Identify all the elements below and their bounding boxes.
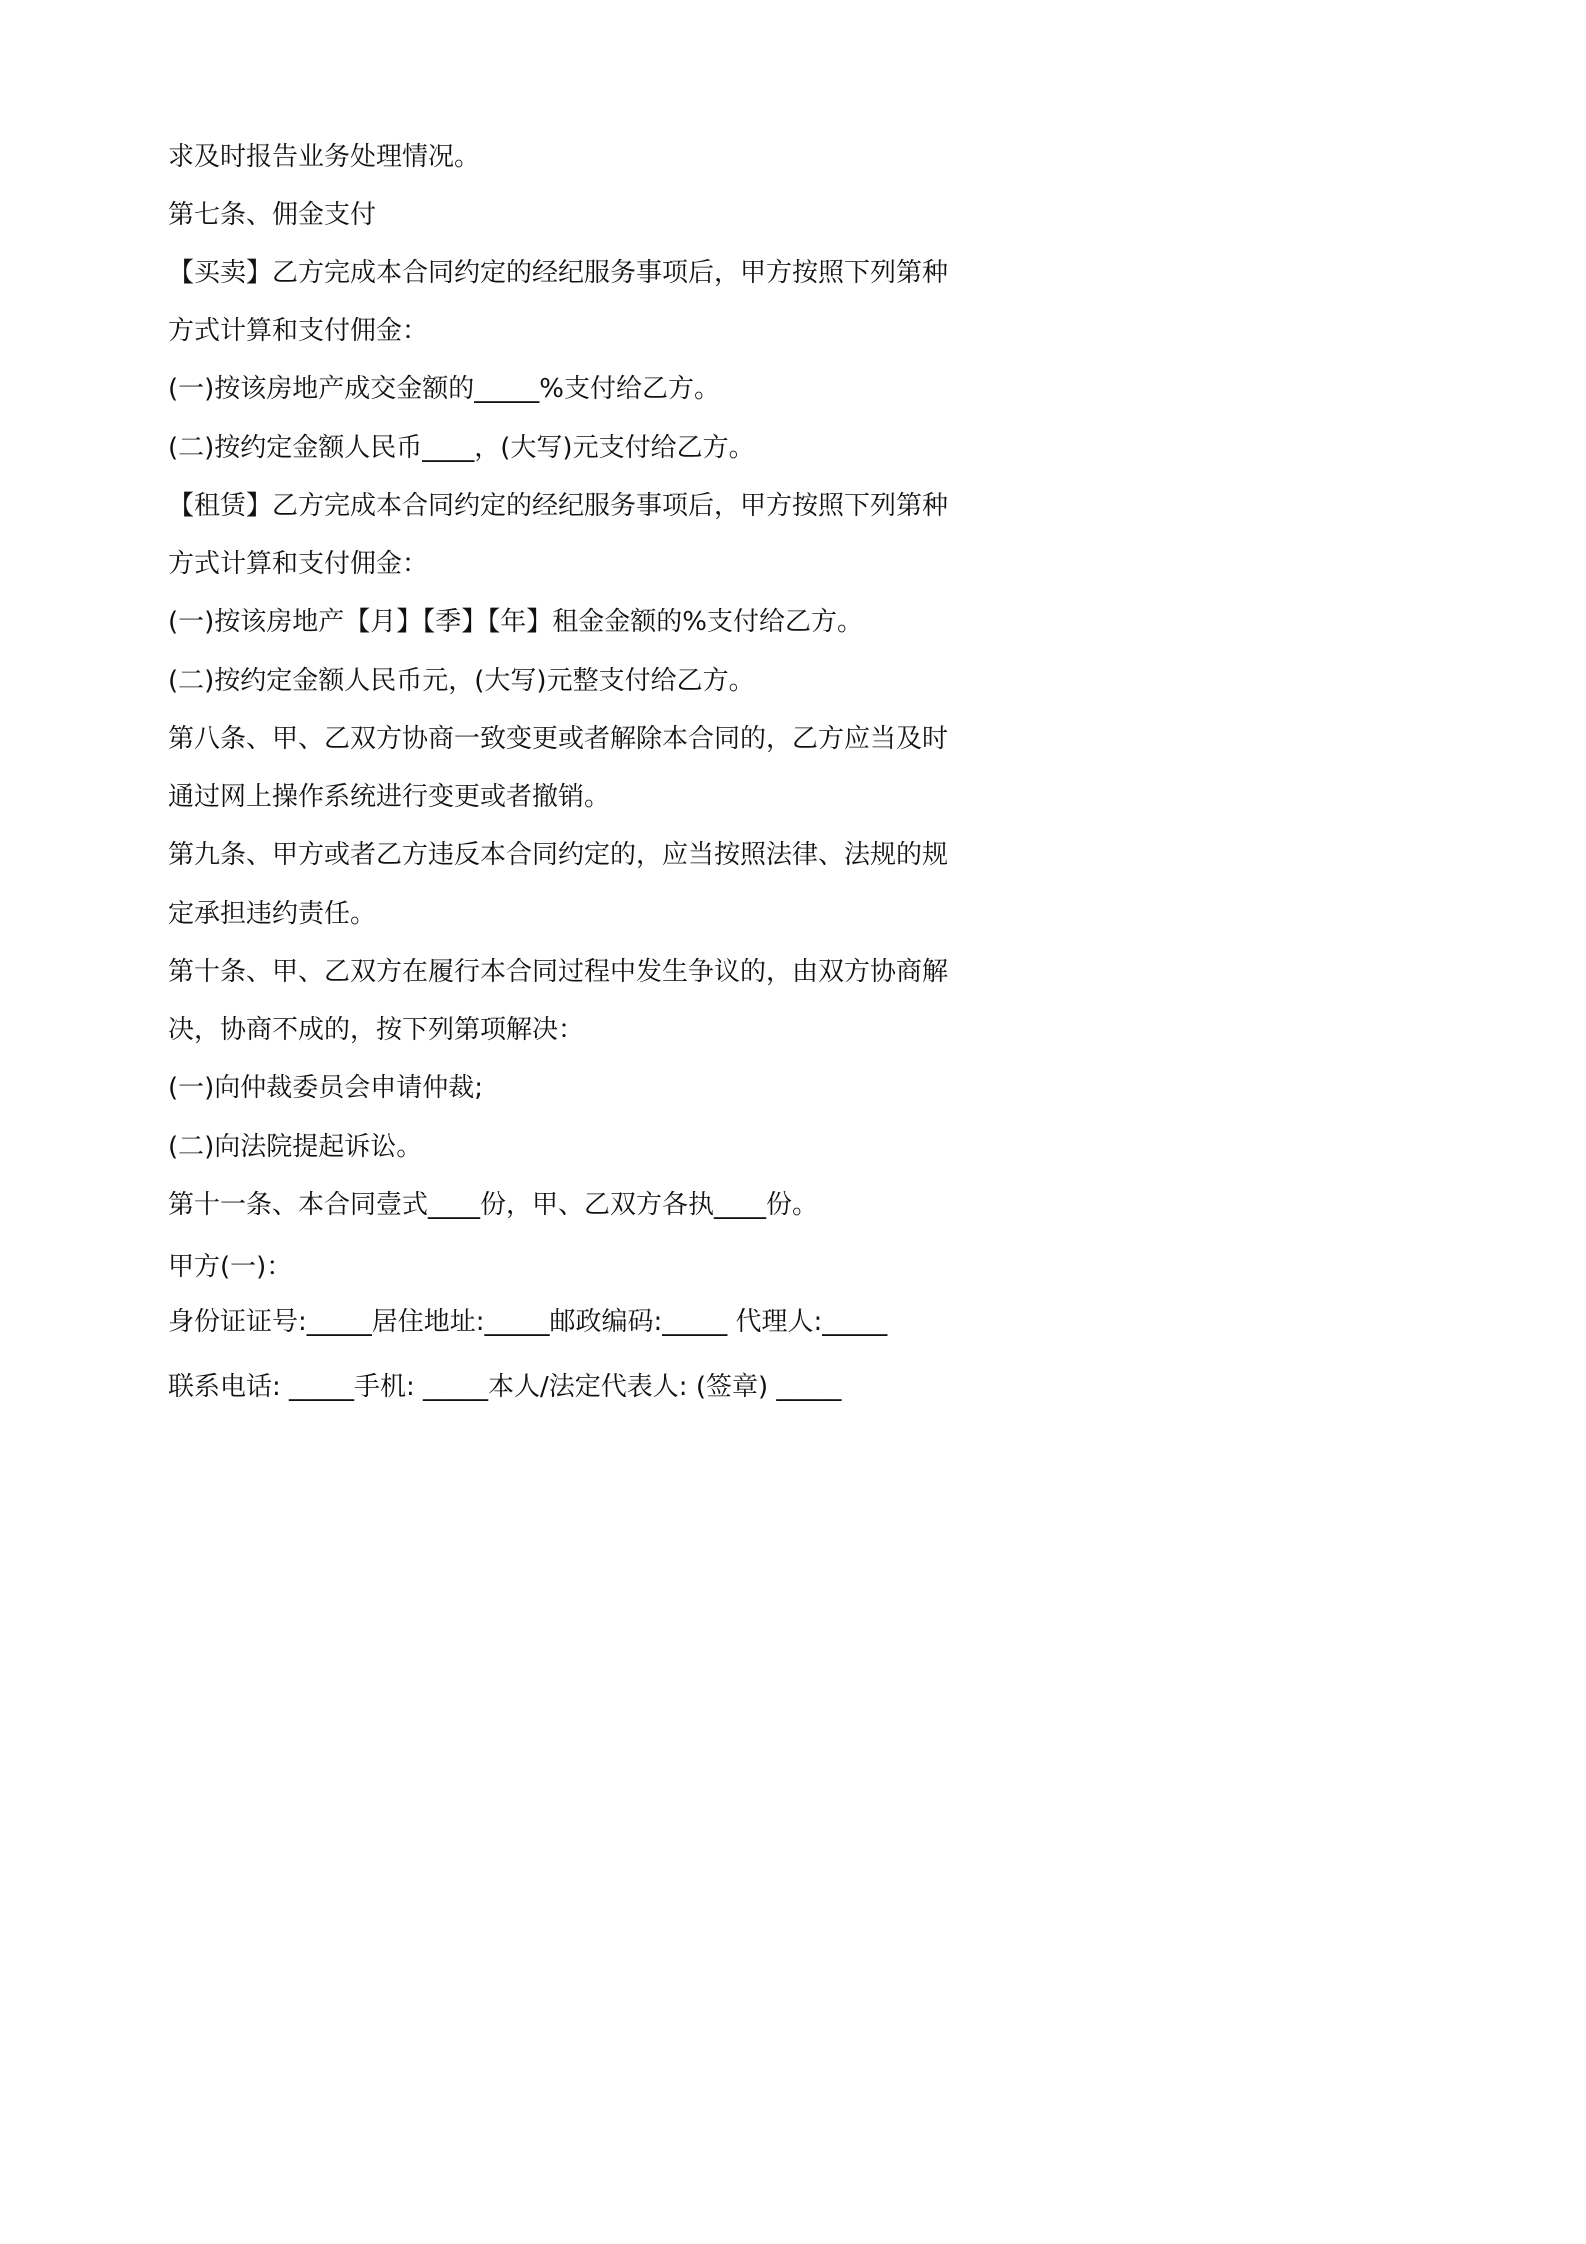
text-line-7: 【租赁】乙方完成本合同约定的经纪服务事项后，甲方按照下列第种	[168, 491, 949, 521]
article-11: 第十一条、本合同壹式____份，甲、乙双方各执____份。	[168, 1190, 819, 1220]
text-line-4: 方式计算和支付佣金：	[168, 316, 429, 346]
document-page	[168, 0, 968, 1556]
text-line-9: (一)按该房地产【月】【季】【年】租金金额的%支付给乙方。	[168, 607, 863, 637]
text-line-5: (一)按该房地产成交金额的_____%支付给乙方。	[168, 374, 720, 404]
text-line-1: 求及时报告业务处理情况。	[168, 142, 481, 172]
article-7-heading: 第七条、佣金支付	[168, 200, 377, 230]
text-line-3: 【买卖】乙方完成本合同约定的经纪服务事项后，甲方按照下列第种	[168, 258, 949, 288]
option-litigation: (二)向法院提起诉讼。	[168, 1132, 423, 1162]
party-a-contact: 联系电话: _____手机: _____本人/法定代表人: (签章) _____	[168, 1372, 842, 1402]
article-10-line-1: 第十条、甲、乙双方在履行本合同过程中发生争议的，由双方协商解	[168, 957, 949, 987]
text-line-10: (二)按约定金额人民币元，(大写)元整支付给乙方。	[168, 666, 755, 696]
party-a-id-address: 身份证证号:_____居住地址:_____邮政编码:_____ 代理人:_____	[168, 1307, 888, 1337]
text-line-8: 方式计算和支付佣金：	[168, 549, 429, 579]
article-9-line-2: 定承担违约责任。	[168, 899, 377, 929]
article-9-line-1: 第九条、甲方或者乙方违反本合同约定的，应当按照法律、法规的规	[168, 840, 949, 870]
article-8-line-1: 第八条、甲、乙双方协商一致变更或者解除本合同的，乙方应当及时	[168, 724, 949, 754]
article-10-line-2: 决，协商不成的，按下列第项解决：	[168, 1015, 585, 1045]
article-8-line-2: 通过网上操作系统进行变更或者撤销。	[168, 782, 611, 812]
option-arbitration: (一)向仲裁委员会申请仲裁;	[168, 1073, 484, 1103]
party-a-heading: 甲方(一)：	[168, 1252, 293, 1282]
text-line-6: (二)按约定金额人民币____，(大写)元支付给乙方。	[168, 433, 755, 463]
